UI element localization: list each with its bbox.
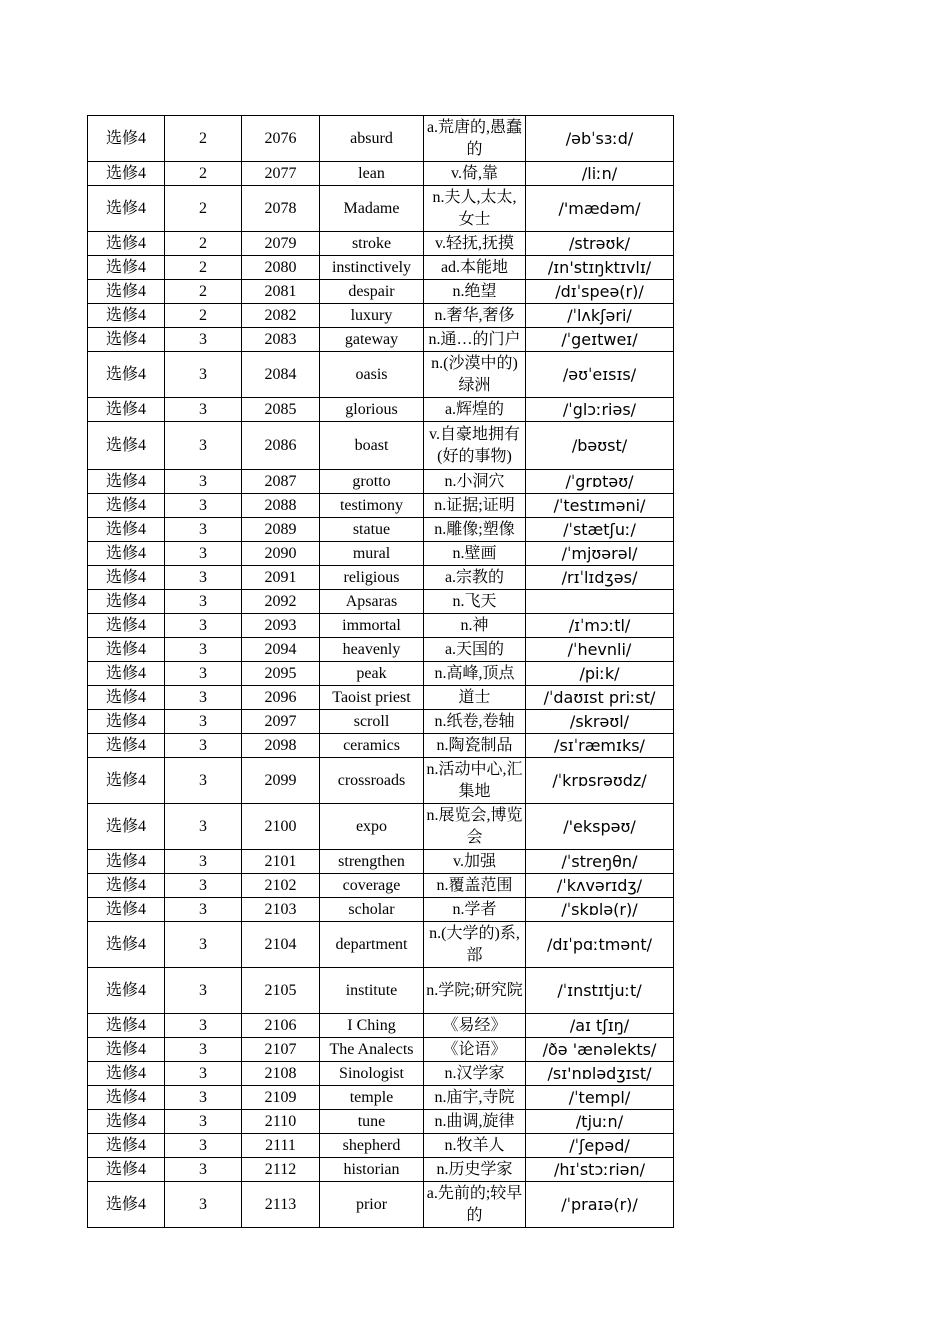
book-cell: 选修4 xyxy=(88,968,165,1014)
book-cell: 选修4 xyxy=(88,1182,165,1228)
table-row xyxy=(88,518,674,542)
vocabulary-table xyxy=(87,115,674,1228)
unit-cell: 3 xyxy=(165,422,242,470)
number-cell: 2109 xyxy=(242,1086,320,1110)
table-row xyxy=(88,804,674,850)
phonetic-cell: /sɪˈræmɪks/ xyxy=(526,734,674,758)
meaning-cell: n.陶瓷制品 xyxy=(424,734,526,758)
number-cell: 2096 xyxy=(242,686,320,710)
vocabulary-table-body xyxy=(88,116,674,1228)
book-cell: 选修4 xyxy=(88,232,165,256)
unit-cell: 3 xyxy=(165,1038,242,1062)
number-cell: 2093 xyxy=(242,614,320,638)
word-cell: Sinologist xyxy=(320,1062,424,1086)
unit-cell: 3 xyxy=(165,398,242,422)
book-cell: 选修4 xyxy=(88,422,165,470)
unit-cell: 3 xyxy=(165,494,242,518)
number-cell: 2094 xyxy=(242,638,320,662)
number-cell: 2087 xyxy=(242,470,320,494)
book-cell: 选修4 xyxy=(88,710,165,734)
word-cell: peak xyxy=(320,662,424,686)
phonetic-cell: /dɪˈpɑːtmənt/ xyxy=(526,922,674,968)
unit-cell: 3 xyxy=(165,734,242,758)
table-row xyxy=(88,758,674,804)
number-cell: 2110 xyxy=(242,1110,320,1134)
number-cell: 2083 xyxy=(242,328,320,352)
unit-cell: 3 xyxy=(165,542,242,566)
word-cell: crossroads xyxy=(320,758,424,804)
phonetic-cell: /ˈgeɪtweɪ/ xyxy=(526,328,674,352)
book-cell: 选修4 xyxy=(88,898,165,922)
number-cell: 2097 xyxy=(242,710,320,734)
table-row xyxy=(88,232,674,256)
unit-cell: 3 xyxy=(165,710,242,734)
table-row xyxy=(88,1134,674,1158)
unit-cell: 3 xyxy=(165,758,242,804)
unit-cell: 3 xyxy=(165,1086,242,1110)
phonetic-cell: /'ekspəʊ/ xyxy=(526,804,674,850)
phonetic-cell: /sɪ'nɒlədʒɪst/ xyxy=(526,1062,674,1086)
phonetic-cell: /ˈskɒlə(r)/ xyxy=(526,898,674,922)
phonetic-cell: /əʊˈeɪsɪs/ xyxy=(526,352,674,398)
table-row xyxy=(88,968,674,1014)
number-cell: 2102 xyxy=(242,874,320,898)
table-row xyxy=(88,1062,674,1086)
book-cell: 选修4 xyxy=(88,662,165,686)
number-cell: 2089 xyxy=(242,518,320,542)
unit-cell: 2 xyxy=(165,256,242,280)
meaning-cell: n.学者 xyxy=(424,898,526,922)
word-cell: scroll xyxy=(320,710,424,734)
number-cell: 2084 xyxy=(242,352,320,398)
unit-cell: 3 xyxy=(165,1062,242,1086)
book-cell: 选修4 xyxy=(88,874,165,898)
word-cell: strengthen xyxy=(320,850,424,874)
book-cell: 选修4 xyxy=(88,256,165,280)
phonetic-cell: /ˈgrɒtəʊ/ xyxy=(526,470,674,494)
word-cell: gateway xyxy=(320,328,424,352)
word-cell: lean xyxy=(320,162,424,186)
phonetic-cell: /'mædəm/ xyxy=(526,186,674,232)
phonetic-cell: /ɪn'stɪŋktɪvlɪ/ xyxy=(526,256,674,280)
phonetic-cell: /ˈtempl/ xyxy=(526,1086,674,1110)
table-row xyxy=(88,850,674,874)
table-row xyxy=(88,638,674,662)
number-cell: 2098 xyxy=(242,734,320,758)
word-cell: scholar xyxy=(320,898,424,922)
book-cell: 选修4 xyxy=(88,850,165,874)
meaning-cell: a.辉煌的 xyxy=(424,398,526,422)
table-row xyxy=(88,542,674,566)
word-cell: historian xyxy=(320,1158,424,1182)
table-row xyxy=(88,422,674,470)
number-cell: 2103 xyxy=(242,898,320,922)
word-cell: statue xyxy=(320,518,424,542)
number-cell: 2112 xyxy=(242,1158,320,1182)
number-cell: 2077 xyxy=(242,162,320,186)
number-cell: 2081 xyxy=(242,280,320,304)
table-row xyxy=(88,398,674,422)
meaning-cell: n.纸卷,卷轴 xyxy=(424,710,526,734)
number-cell: 2079 xyxy=(242,232,320,256)
meaning-cell: 《易经》 xyxy=(424,1014,526,1038)
phonetic-cell: /ɪˈmɔːtl/ xyxy=(526,614,674,638)
word-cell: despair xyxy=(320,280,424,304)
number-cell: 2113 xyxy=(242,1182,320,1228)
table-row xyxy=(88,328,674,352)
meaning-cell: n.雕像;塑像 xyxy=(424,518,526,542)
meaning-cell: n.学院;研究院 xyxy=(424,968,526,1014)
number-cell: 2111 xyxy=(242,1134,320,1158)
number-cell: 2092 xyxy=(242,590,320,614)
unit-cell: 2 xyxy=(165,186,242,232)
number-cell: 2107 xyxy=(242,1038,320,1062)
book-cell: 选修4 xyxy=(88,398,165,422)
book-cell: 选修4 xyxy=(88,352,165,398)
table-row xyxy=(88,1014,674,1038)
word-cell: instinctively xyxy=(320,256,424,280)
book-cell: 选修4 xyxy=(88,758,165,804)
meaning-cell: n.绝望 xyxy=(424,280,526,304)
table-row xyxy=(88,1086,674,1110)
unit-cell: 3 xyxy=(165,968,242,1014)
book-cell: 选修4 xyxy=(88,1086,165,1110)
number-cell: 2105 xyxy=(242,968,320,1014)
table-row xyxy=(88,186,674,232)
phonetic-cell: /ˈglɔːriəs/ xyxy=(526,398,674,422)
word-cell: coverage xyxy=(320,874,424,898)
number-cell: 2095 xyxy=(242,662,320,686)
unit-cell: 3 xyxy=(165,470,242,494)
book-cell: 选修4 xyxy=(88,638,165,662)
meaning-cell: 道士 xyxy=(424,686,526,710)
meaning-cell: n.奢华,奢侈 xyxy=(424,304,526,328)
word-cell: institute xyxy=(320,968,424,1014)
book-cell: 选修4 xyxy=(88,1110,165,1134)
unit-cell: 3 xyxy=(165,328,242,352)
number-cell: 2076 xyxy=(242,116,320,162)
meaning-cell: n.曲调,旋律 xyxy=(424,1110,526,1134)
unit-cell: 2 xyxy=(165,304,242,328)
number-cell: 2088 xyxy=(242,494,320,518)
word-cell: heavenly xyxy=(320,638,424,662)
book-cell: 选修4 xyxy=(88,470,165,494)
unit-cell: 3 xyxy=(165,566,242,590)
meaning-cell: n.(大学的)系,部 xyxy=(424,922,526,968)
book-cell: 选修4 xyxy=(88,542,165,566)
meaning-cell: n.通…的门户 xyxy=(424,328,526,352)
meaning-cell: n.夫人,太太,女士 xyxy=(424,186,526,232)
number-cell: 2085 xyxy=(242,398,320,422)
word-cell: Taoist priest xyxy=(320,686,424,710)
word-cell: department xyxy=(320,922,424,968)
phonetic-cell: /ˈstreŋθn/ xyxy=(526,850,674,874)
table-row xyxy=(88,1182,674,1228)
meaning-cell: n.(沙漠中的)绿洲 xyxy=(424,352,526,398)
book-cell: 选修4 xyxy=(88,614,165,638)
unit-cell: 3 xyxy=(165,874,242,898)
number-cell: 2078 xyxy=(242,186,320,232)
book-cell: 选修4 xyxy=(88,804,165,850)
unit-cell: 3 xyxy=(165,614,242,638)
unit-cell: 3 xyxy=(165,898,242,922)
number-cell: 2101 xyxy=(242,850,320,874)
book-cell: 选修4 xyxy=(88,734,165,758)
unit-cell: 3 xyxy=(165,922,242,968)
meaning-cell: n.汉学家 xyxy=(424,1062,526,1086)
word-cell: glorious xyxy=(320,398,424,422)
phonetic-cell: /ˈɪnstɪtjuːt/ xyxy=(526,968,674,1014)
unit-cell: 3 xyxy=(165,352,242,398)
table-row xyxy=(88,734,674,758)
table-row xyxy=(88,304,674,328)
word-cell: religious xyxy=(320,566,424,590)
meaning-cell: a.荒唐的,愚蠢的 xyxy=(424,116,526,162)
word-cell: stroke xyxy=(320,232,424,256)
table-row xyxy=(88,898,674,922)
meaning-cell: n.飞天 xyxy=(424,590,526,614)
word-cell: temple xyxy=(320,1086,424,1110)
table-row xyxy=(88,280,674,304)
word-cell: The Analects xyxy=(320,1038,424,1062)
unit-cell: 3 xyxy=(165,662,242,686)
number-cell: 2099 xyxy=(242,758,320,804)
book-cell: 选修4 xyxy=(88,1014,165,1038)
unit-cell: 2 xyxy=(165,232,242,256)
unit-cell: 2 xyxy=(165,162,242,186)
phonetic-cell: /ˈkʌvərɪdʒ/ xyxy=(526,874,674,898)
phonetic-cell: /ˈdaʊɪst priːst/ xyxy=(526,686,674,710)
word-cell: prior xyxy=(320,1182,424,1228)
word-cell: grotto xyxy=(320,470,424,494)
word-cell: mural xyxy=(320,542,424,566)
phonetic-cell: /hɪˈstɔːriən/ xyxy=(526,1158,674,1182)
phonetic-cell: /aɪ tʃɪŋ/ xyxy=(526,1014,674,1038)
book-cell: 选修4 xyxy=(88,686,165,710)
unit-cell: 3 xyxy=(165,804,242,850)
meaning-cell: n.历史学家 xyxy=(424,1158,526,1182)
table-row xyxy=(88,614,674,638)
table-row xyxy=(88,710,674,734)
number-cell: 2100 xyxy=(242,804,320,850)
table-row xyxy=(88,470,674,494)
table-row xyxy=(88,922,674,968)
table-row xyxy=(88,162,674,186)
book-cell: 选修4 xyxy=(88,494,165,518)
meaning-cell: v.加强 xyxy=(424,850,526,874)
meaning-cell: n.活动中心,汇集地 xyxy=(424,758,526,804)
word-cell: shepherd xyxy=(320,1134,424,1158)
word-cell: oasis xyxy=(320,352,424,398)
word-cell: absurd xyxy=(320,116,424,162)
number-cell: 2091 xyxy=(242,566,320,590)
meaning-cell: a.宗教的 xyxy=(424,566,526,590)
table-row xyxy=(88,662,674,686)
book-cell: 选修4 xyxy=(88,186,165,232)
book-cell: 选修4 xyxy=(88,518,165,542)
phonetic-cell: /ˈlʌkʃəri/ xyxy=(526,304,674,328)
book-cell: 选修4 xyxy=(88,328,165,352)
unit-cell: 3 xyxy=(165,1110,242,1134)
meaning-cell: v.倚,靠 xyxy=(424,162,526,186)
unit-cell: 3 xyxy=(165,1182,242,1228)
word-cell: boast xyxy=(320,422,424,470)
phonetic-cell: /ˈkrɒsrəʊdz/ xyxy=(526,758,674,804)
phonetic-cell: /ˈmjʊərəl/ xyxy=(526,542,674,566)
number-cell: 2086 xyxy=(242,422,320,470)
unit-cell: 3 xyxy=(165,1158,242,1182)
meaning-cell: v.轻抚,抚摸 xyxy=(424,232,526,256)
phonetic-cell: /tjuːn/ xyxy=(526,1110,674,1134)
meaning-cell: n.小洞穴 xyxy=(424,470,526,494)
unit-cell: 3 xyxy=(165,1134,242,1158)
meaning-cell: ad.本能地 xyxy=(424,256,526,280)
unit-cell: 3 xyxy=(165,518,242,542)
meaning-cell: n.牧羊人 xyxy=(424,1134,526,1158)
book-cell: 选修4 xyxy=(88,1158,165,1182)
table-row xyxy=(88,590,674,614)
meaning-cell: v.自豪地拥有(好的事物) xyxy=(424,422,526,470)
book-cell: 选修4 xyxy=(88,1038,165,1062)
book-cell: 选修4 xyxy=(88,280,165,304)
table-row xyxy=(88,1038,674,1062)
phonetic-cell: /dɪˈspeə(r)/ xyxy=(526,280,674,304)
book-cell: 选修4 xyxy=(88,162,165,186)
number-cell: 2106 xyxy=(242,1014,320,1038)
book-cell: 选修4 xyxy=(88,304,165,328)
table-row xyxy=(88,686,674,710)
unit-cell: 3 xyxy=(165,590,242,614)
meaning-cell: n.庙宇,寺院 xyxy=(424,1086,526,1110)
word-cell: Madame xyxy=(320,186,424,232)
book-cell: 选修4 xyxy=(88,590,165,614)
meaning-cell: n.壁画 xyxy=(424,542,526,566)
meaning-cell: n.覆盖范围 xyxy=(424,874,526,898)
meaning-cell: a.天国的 xyxy=(424,638,526,662)
number-cell: 2080 xyxy=(242,256,320,280)
number-cell: 2090 xyxy=(242,542,320,566)
word-cell: tune xyxy=(320,1110,424,1134)
meaning-cell: n.证据;证明 xyxy=(424,494,526,518)
table-row xyxy=(88,352,674,398)
meaning-cell: n.高峰,顶点 xyxy=(424,662,526,686)
number-cell: 2104 xyxy=(242,922,320,968)
table-row xyxy=(88,494,674,518)
unit-cell: 3 xyxy=(165,850,242,874)
phonetic-cell: /əbˈsɜːd/ xyxy=(526,116,674,162)
unit-cell: 3 xyxy=(165,638,242,662)
phonetic-cell: /liːn/ xyxy=(526,162,674,186)
unit-cell: 3 xyxy=(165,686,242,710)
phonetic-cell: /rɪˈlɪdʒəs/ xyxy=(526,566,674,590)
unit-cell: 2 xyxy=(165,280,242,304)
unit-cell: 3 xyxy=(165,1014,242,1038)
table-row xyxy=(88,1158,674,1182)
phonetic-cell: /piːk/ xyxy=(526,662,674,686)
book-cell: 选修4 xyxy=(88,566,165,590)
word-cell: I Ching xyxy=(320,1014,424,1038)
book-cell: 选修4 xyxy=(88,116,165,162)
table-row xyxy=(88,116,674,162)
word-cell: Apsaras xyxy=(320,590,424,614)
book-cell: 选修4 xyxy=(88,1134,165,1158)
phonetic-cell: /ˈstætʃuː/ xyxy=(526,518,674,542)
number-cell: 2108 xyxy=(242,1062,320,1086)
book-cell: 选修4 xyxy=(88,1062,165,1086)
phonetic-cell: /ˈʃepəd/ xyxy=(526,1134,674,1158)
phonetic-cell xyxy=(526,590,674,614)
book-cell: 选修4 xyxy=(88,922,165,968)
meaning-cell: n.神 xyxy=(424,614,526,638)
phonetic-cell: /ðə 'ænəlekts/ xyxy=(526,1038,674,1062)
word-cell: luxury xyxy=(320,304,424,328)
phonetic-cell: /ˈtestɪməni/ xyxy=(526,494,674,518)
table-row xyxy=(88,874,674,898)
number-cell: 2082 xyxy=(242,304,320,328)
meaning-cell: n.展览会,博览会 xyxy=(424,804,526,850)
unit-cell: 2 xyxy=(165,116,242,162)
word-cell: ceramics xyxy=(320,734,424,758)
table-row xyxy=(88,566,674,590)
phonetic-cell: /ˈhevnli/ xyxy=(526,638,674,662)
meaning-cell: 《论语》 xyxy=(424,1038,526,1062)
phonetic-cell: /skrəʊl/ xyxy=(526,710,674,734)
phonetic-cell: /strəʊk/ xyxy=(526,232,674,256)
phonetic-cell: /ˈpraɪə(r)/ xyxy=(526,1182,674,1228)
word-cell: expo xyxy=(320,804,424,850)
table-row xyxy=(88,1110,674,1134)
word-cell: immortal xyxy=(320,614,424,638)
table-row xyxy=(88,256,674,280)
phonetic-cell: /bəʊst/ xyxy=(526,422,674,470)
word-cell: testimony xyxy=(320,494,424,518)
meaning-cell: a.先前的;较早的 xyxy=(424,1182,526,1228)
